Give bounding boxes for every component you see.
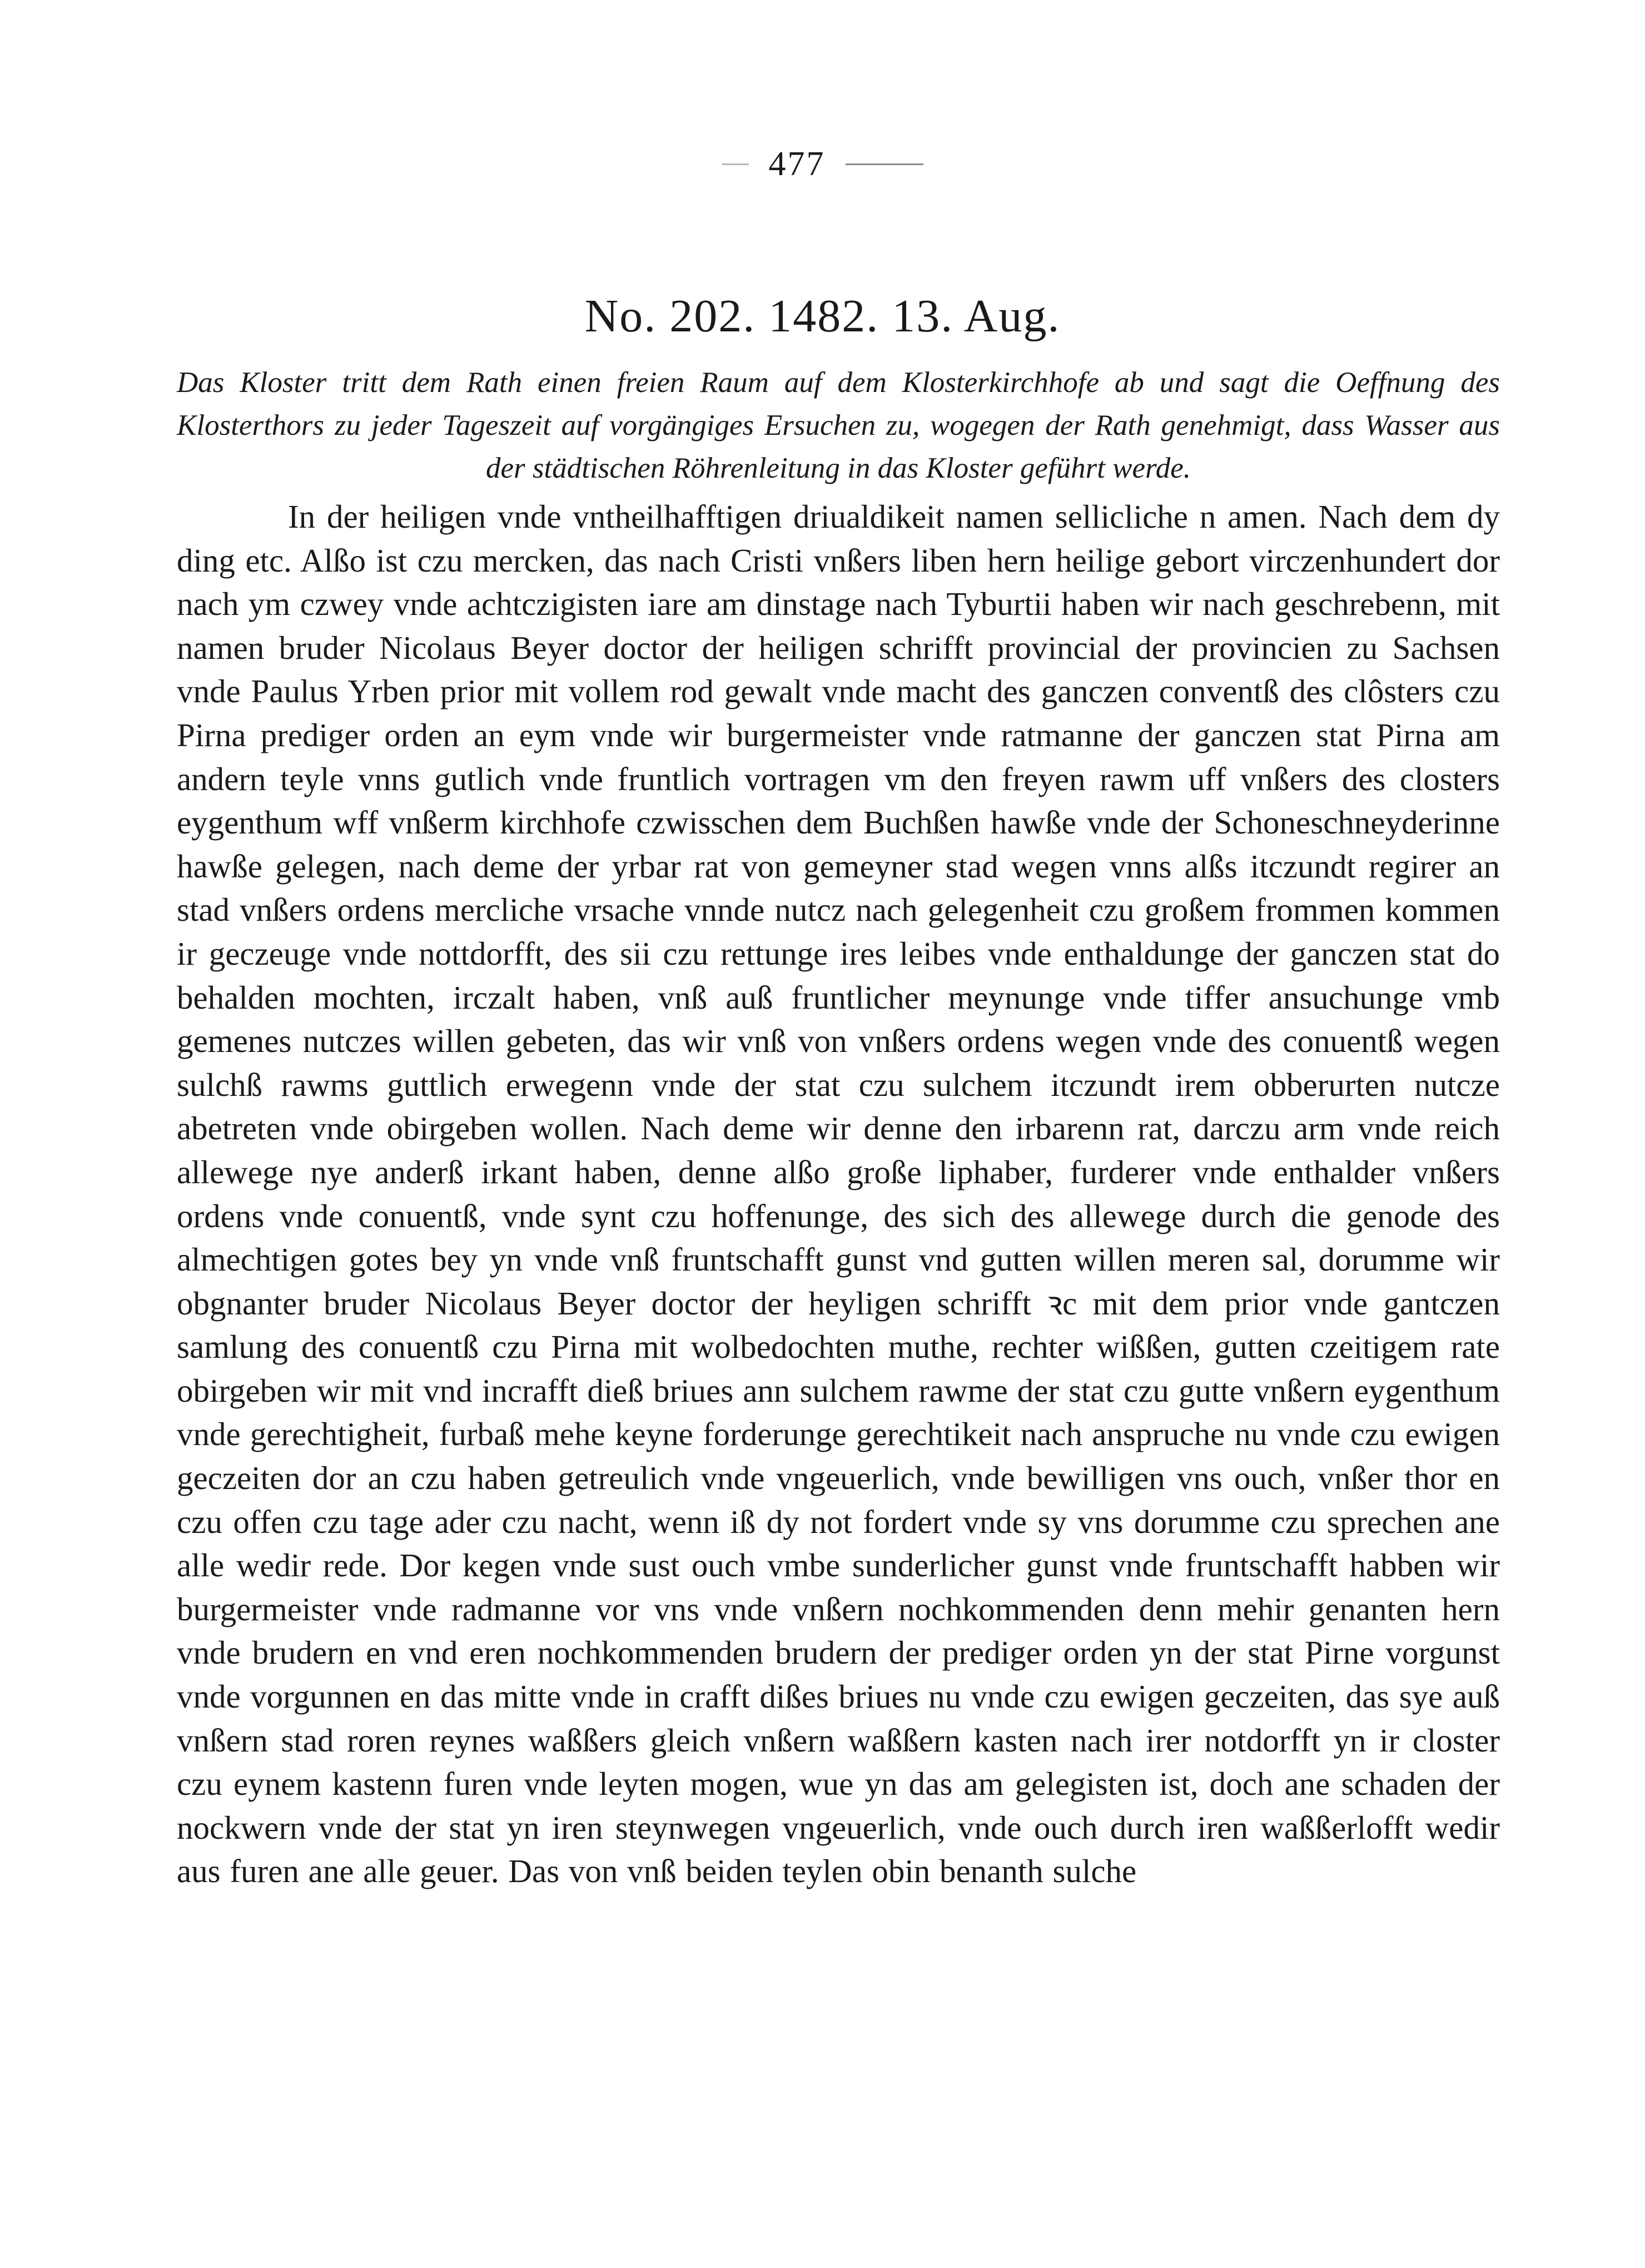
document-heading: No. 202. 1482. 13. Aug. <box>584 290 1061 342</box>
header-dash-right <box>846 163 923 165</box>
page-header <box>0 139 1645 189</box>
page-number: 477 <box>768 145 826 183</box>
header-dash-left <box>722 163 749 165</box>
summary-text: Das Kloster tritt dem Rath einen freien Raum auf dem Klosterkirchhofe ab und sagt die Oeffnung des Klosterthors zu jeder Tageszeit auf vorgängiges Ersuchen zu, wogegen der Rath genehmigt, dass Wasser aus der städtischen Röhrenleitung in das Kloster geführt werde. <box>177 366 1500 484</box>
document-summary <box>177 361 1500 490</box>
document-body: In der heiligen vnde vntheilhafftigen driualdikeit namen sellicliche n amen. Nach dem dy ding etc. Alßo ist czu mercken, das nach Cristi vnßers liben hern heilige gebort virczenhundert dor nach ym czwey vnde achtczigisten iare am dinstage nach Tyburtii haben wir nach geschrebenn, mit namen bruder Nicolaus Beyer doctor der heiligen schrifft provincial der provincien zu Sachsen vnde Paulus Yrben prior mit vollem rod gewalt vnde macht des ganczen conventß des clôsters czu Pirna prediger orden an eym vnde wir burgermeister vnde ratmanne der ganczen stat Pirna am andern teyle vnns gutlich vnde fruntlich vortragen vm den freyen rawm uff vnßers des closters eygenthum wff vnßerm kirchhofe czwisschen dem Buchßen hawße vnde der Schoneschneyderinne hawße gelegen, nach deme der yrbar rat von gemeyner stad wegen vnns alßs itczundt regirer an stad vnßers ordens mercliche vrsache vnnde nutcz nach gelegenheit czu großem frommen kommen ir geczeuge vnde nottdorfft, des sii czu rettunge ires leibes vnde enthaldunge der ganczen stat do behalden mochten, irczalt haben, vnß auß fruntlicher meynunge vnde tiffer ansuchunge vmb gemenes nutczes willen gebeten, das wir vnß von vnßers ordens wegen vnde des conuentß wegen sulchß rawms guttlich erwegenn vnde der stat czu sulchem itczundt irem obberurten nutcze abetreten vnde obirgeben wollen. Nach deme wir denne den irbarenn rat, darczu arm vnde reich allewege nye anderß irkant haben, denne alßo große liphaber, furderer vnde enthalder vnßers ordens vnde conuentß, vnde synt czu hoffenunge, des sich des allewege durch die genode des almechtigen gotes bey yn vnde vnß fruntschafft gunst vnd gutten willen meren sal, dorumme wir obgnanter bruder Nicolaus Beyer doctor der heyligen schrifft ꝛc mit dem prior vnde gantczen samlung des conuentß czu Pirna mit wolbedochten muthe, rechter wißßen, gutten czeitigem rate obirgeben wir mit vnd incrafft dieß briues ann sulchem rawme der stat czu gutte vnßern eygenthum vnde gerechtigheit, furbaß mehe keyne forderunge gerechtikeit nach anspruche nu vnde czu ewigen geczeiten dor an czu haben getreulich vnde vngeuerlich, vnde bewilligen vns ouch, vnßer thor en czu offen czu tage ader czu nacht, wenn iß dy not fordert vnde sy vns dorumme czu sprechen ane alle wedir rede. Dor kegen vnde sust ouch vmbe sunderlicher gunst vnde fruntschafft habben wir burgermeister vnde radmanne vor vns vnde vnßern nochkommenden denn mehir genanten hern vnde brudern en vnd eren nochkommenden brudern der prediger orden yn der stat Pirne vorgunst vnde vorgunnen en das mitte vnde in crafft dißes briues nu vnde czu ewigen geczeiten, das sye auß vnßern stad roren reynes waßßers gleich vnßern waßßern kasten nach irer notdorfft yn ir closter czu eynem kastenn furen vnde leyten mogen, wue yn das am gelegisten ist, doch ane schaden der nockwern vnde der stat yn iren steynwegen vngeuerlich, vnde ouch durch iren waßßerlofft wedir aus furen ane alle geuer. Das von vnß beiden teylen obin benanth sulche <box>177 498 1500 1890</box>
